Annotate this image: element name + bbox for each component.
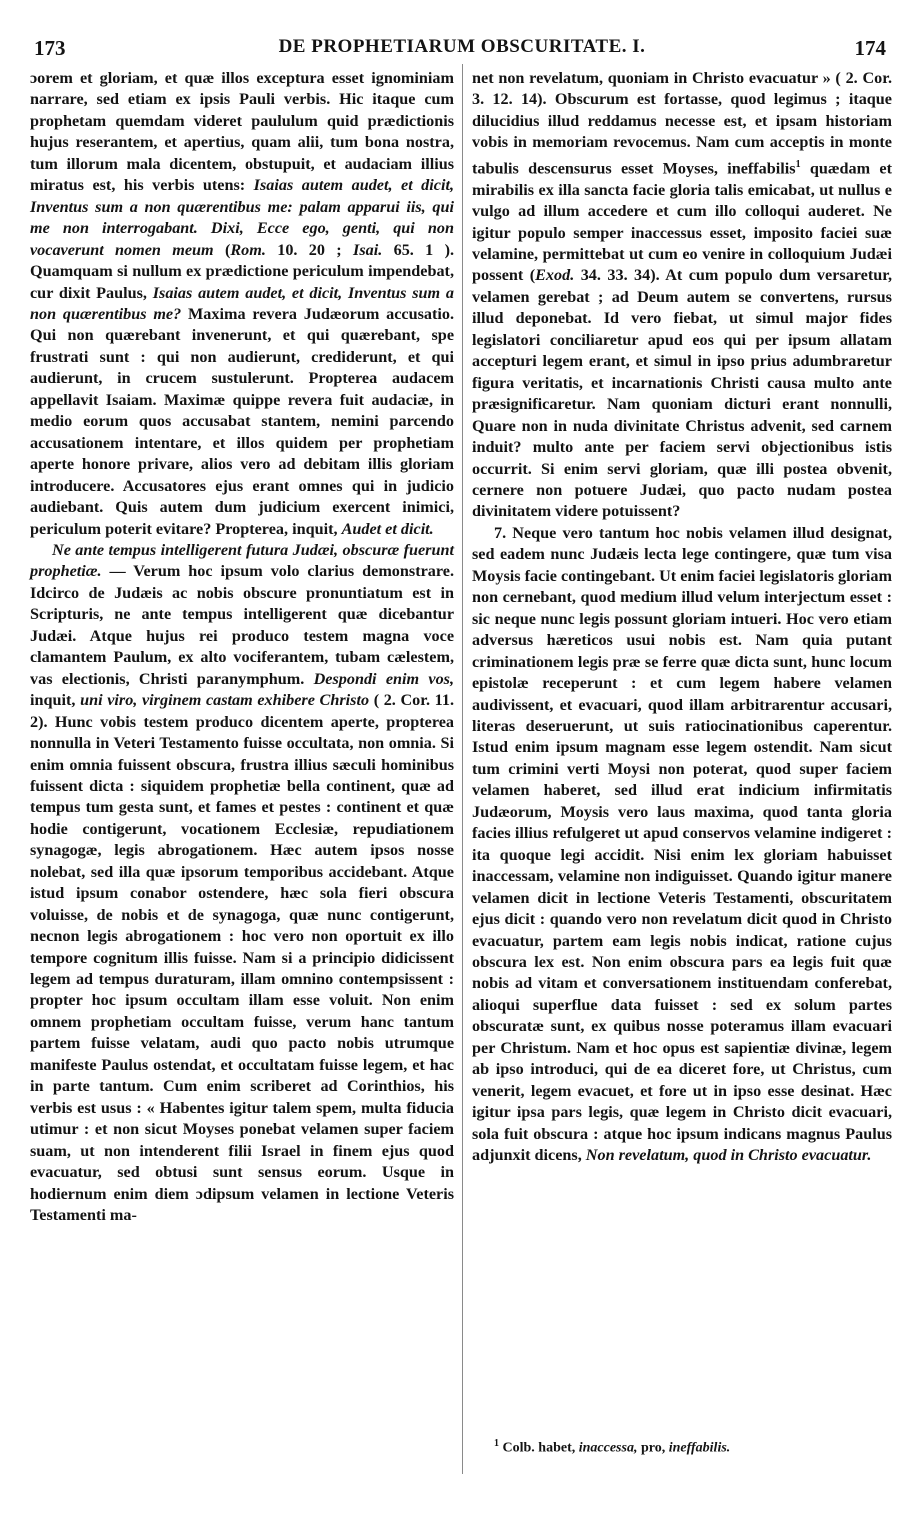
left-paragraph-2: Ne ante tempus intelligerent futura Judæi, obscuræ fuerunt prophetiæ. — Verum hoc ipsum volo clarius demonstrare. Idcirco de Judæis ac nobis obscure pronuntiatum est in Scripturis, ne ante tempus intelligerent quæ dicebantur Judæi. Atque hujus rei produco testem magna voce clamantem Paulum, ex alto vociferantem, tubam cælestem, vas electionis, Christi paranymphum. Despondi enim vos, inquit, uni viro, virginem castam exhibere Christo ( 2. Cor. 11. 2). Hunc vobis testem produco dicentem aperte, propterea nonnulla in Veteri Testamento fuisse occultata, non omnia. Si enim omnia fuissent obscura, frustra illius sæculi hominibus fuissent dicta : siquidem prophetiæ bella continent, quæ ad tempus tum gesta sunt, et fames et pestes : continent et quæ hodie contigerunt, vocationem Ecclesiæ, repudiationem synagogæ, legis abrogationem. Hæc autem ipsos nosse nolebat, sed illa quæ ipsorum temporibus accidebant. Atque istud ipsum conabor ostendere, hæc sola fieri obscura voluisse, de nobis et de synagoga, quæ nunc contigerunt, necnon legis abrogationem : hoc vero non oportuit ex illo tempore cognitum illis fuisse. Nam si a principio didicissent legem ad tempus duraturam, illam omnino contempsissent : propter hoc ipsum occultam illam esse voluit. Non enim omnem prophetiam occultam fuisse, verum hanc tantum partem fuisse velatam, audi quo pacto nobis utrumque manifeste Paulus ostendat, et occultatam fuisse legem, et hac in parte tantum. Cum enim scriberet ad Corinthios, his verbis est usus : « Habentes igitur talem spem, multa fiducia utimur : et non sicut Moyses ponebat velamen super faciem suam, ut non intenderent filii Israel in finem ejus quod evacuatur, sed obtusi sunt sensus eorum. Usque in hodiernum enim diem ɔdipsum velamen in lectione Veteris Testamenti ma- <box>30 540 455 1225</box>
page-number-right: 174 <box>854 36 886 60</box>
footnote-marker: 1 <box>795 158 801 170</box>
column-divider <box>462 64 463 1474</box>
left-paragraph-1: ɔorem et gloriam, et quæ illos exceptura esset ignominiam narrare, sed etiam ex ipsis Pauli verbis. Hic itaque cum prophetam quemdam videret paululum quid prædictionis hujus reserantem, et apertius, quam alii, tum bona nostra, tum illorum mala dicentem, obstupuit, et audaciam illius miratus est, his verbis utens: Isaias autem audet, et dicit, Inventus sum a non quærentibus me: palam apparui iis, qui me non interrogabant. Dixi, Ecce ego, genti, qui non vocaverunt nomen meum (Rom. 10. 20 ; Isai. 65. 1 ). Quamquam si nullum ex prædictione periculum impendebat, cur dixit Paulus, Isaias autem audet, et dicit, Inventus sum a non quærentibus me? Maxima revera Judæorum accusatio. Qui non quærebant invenerunt, et qui quærebant, spe frustrati sunt : qui non audierunt, crediderunt, et qui audierunt, in crucem sustulerunt. Propterea audacem appellavit Isaiam. Maximæ quippe revera fuit audaciæ, in medio eorum quos accusabat stantem, nemini parcendo accusationem intentare, et illos quidem per prophetiam aperte honore privare, alios vero ad debitam illis gloriam introducere. Accusatores ejus erant omnes qui in judicio audiebant. Quis autem dum judicium exercent inimici, periculum poterit evitare? Propterea, inquit, Audet et dicit. <box>30 69 455 538</box>
right-paragraph-2: 7. Neque vero tantum hoc nobis velamen illud designat, sed eadem nunc Judæis lecta lege contingere, quæ tum visa Moysis facie contingebant. Ut enim faciei legislatoris gloriam non cernebant, quod medium illud velum interjectum esset : sic neque nunc legis possunt gloriam intueri. Hoc vero etiam adversus hæreticos usui nobis est. Nam quia putant criminationem legis præ se ferre quæ dicta sunt, hunc locum epistolæ receperunt : et cum legem habere velamen audivissent, et evacuari, quod illam arbitrarentur accusari, literas deseruerunt, ut suis ratiocinationibus caperentur. Istud enim ipsum magnam esse legem ostendit. Nam sicut tum crimini verti Moysi non poterat, quod super faciem velamen haberet, sed illud erat indicium infirmitatis Judæorum, Moysis vero laus maxima, quod tanta gloria facies illius refulgeret ut apud conservos velamine indigeret : ita quoque legi accidit. Nisi enim lex gloriam habuisset inaccessam, velamine non indiguisset. Quando igitur manere velamen dicit in lectione Veteris Testamenti, obscuritatem ejus dicit : quando vero non revelatum dicit quod in Christo evacuatur, partem eam legis nobis indicat, ratione cujus obscura lex est. Non enim obscura pars ea legis fuit quæ nobis ad vitam et conversationem instituendam conferebat, alioqui superflue data fuisset : sed ex solum partes obscuratæ sunt, ex quibus nosse poteramus illam evacuari per Christum. Nam et hoc opus est sapientiæ divinæ, legem ab ipso introduci, qui de ea diceret fore, ut Christus, cum venerit, legem evacuet, et fore ut in ipso esse desinat. Hæc igitur ipsa pars legis, quæ legem in Christo dicit evacuari, sola fuit obscura : atque hoc ipsum indicans magnus Paulus adjunxit dicens, Non revelatum, quod in Christo evacuatur. <box>472 523 892 1165</box>
right-column <box>472 68 892 1167</box>
right-paragraph-1: net non revelatum, quoniam in Christo evacuatur » ( 2. Cor. 3. 12. 14). Obscurum est fortasse, quod legimus ; itaque dilucidius illud reddamus necesse est, et ipsam historiam vobis in memoriam revocemus. Nam cum acceptis in monte tabulis descensurus esset Moyses, ineffabilis$^1$ quædam et mirabilis ex illa sancta facie gloria talis emicabat, ut nullus e vulgo ad illum accedere et cum illo colloqui auderet. Ne igitur populo semper inaccessus esset, imposito faciei suæ velamine, permittebat ut cum eo venire in colloquium Judæi possent (Exod. 34. 33. 34). At cum populo dum versaretur, velamen gerebat ; ad Deum autem se convertens, rursus illud deponebat. Id vero fiebat, ut simul major fides legislatori conciliaretur apud eos qui per ipsum allatam accepturi legem erant, et simul in ipso prius adumbraretur figura veritatis, et incarnationis Christi causa multo ante præsignificaretur. Nam quoniam dicturi erant nonnulli, Quare non in nuda divinitate Christus advenit, sed carnem induit? multo ante per faciem servi objectionibus istis occurrit. Si enim servi gloriam, quæ illi postea obvenit, cernere non potuere Judæi, quo pacto nudam postea divinitatem videre potuissent? <box>472 69 892 521</box>
footnote-number: 1 <box>494 1438 499 1449</box>
page-number-left: 173 <box>34 36 66 60</box>
page-header <box>30 36 894 66</box>
running-title: DE PROPHETIARUM OBSCURITATE. I. <box>278 36 646 57</box>
footnote: $^1$ Colb. habet, inaccessa, pro, ineffabilis. <box>494 1438 731 1456</box>
left-column <box>30 68 454 1226</box>
